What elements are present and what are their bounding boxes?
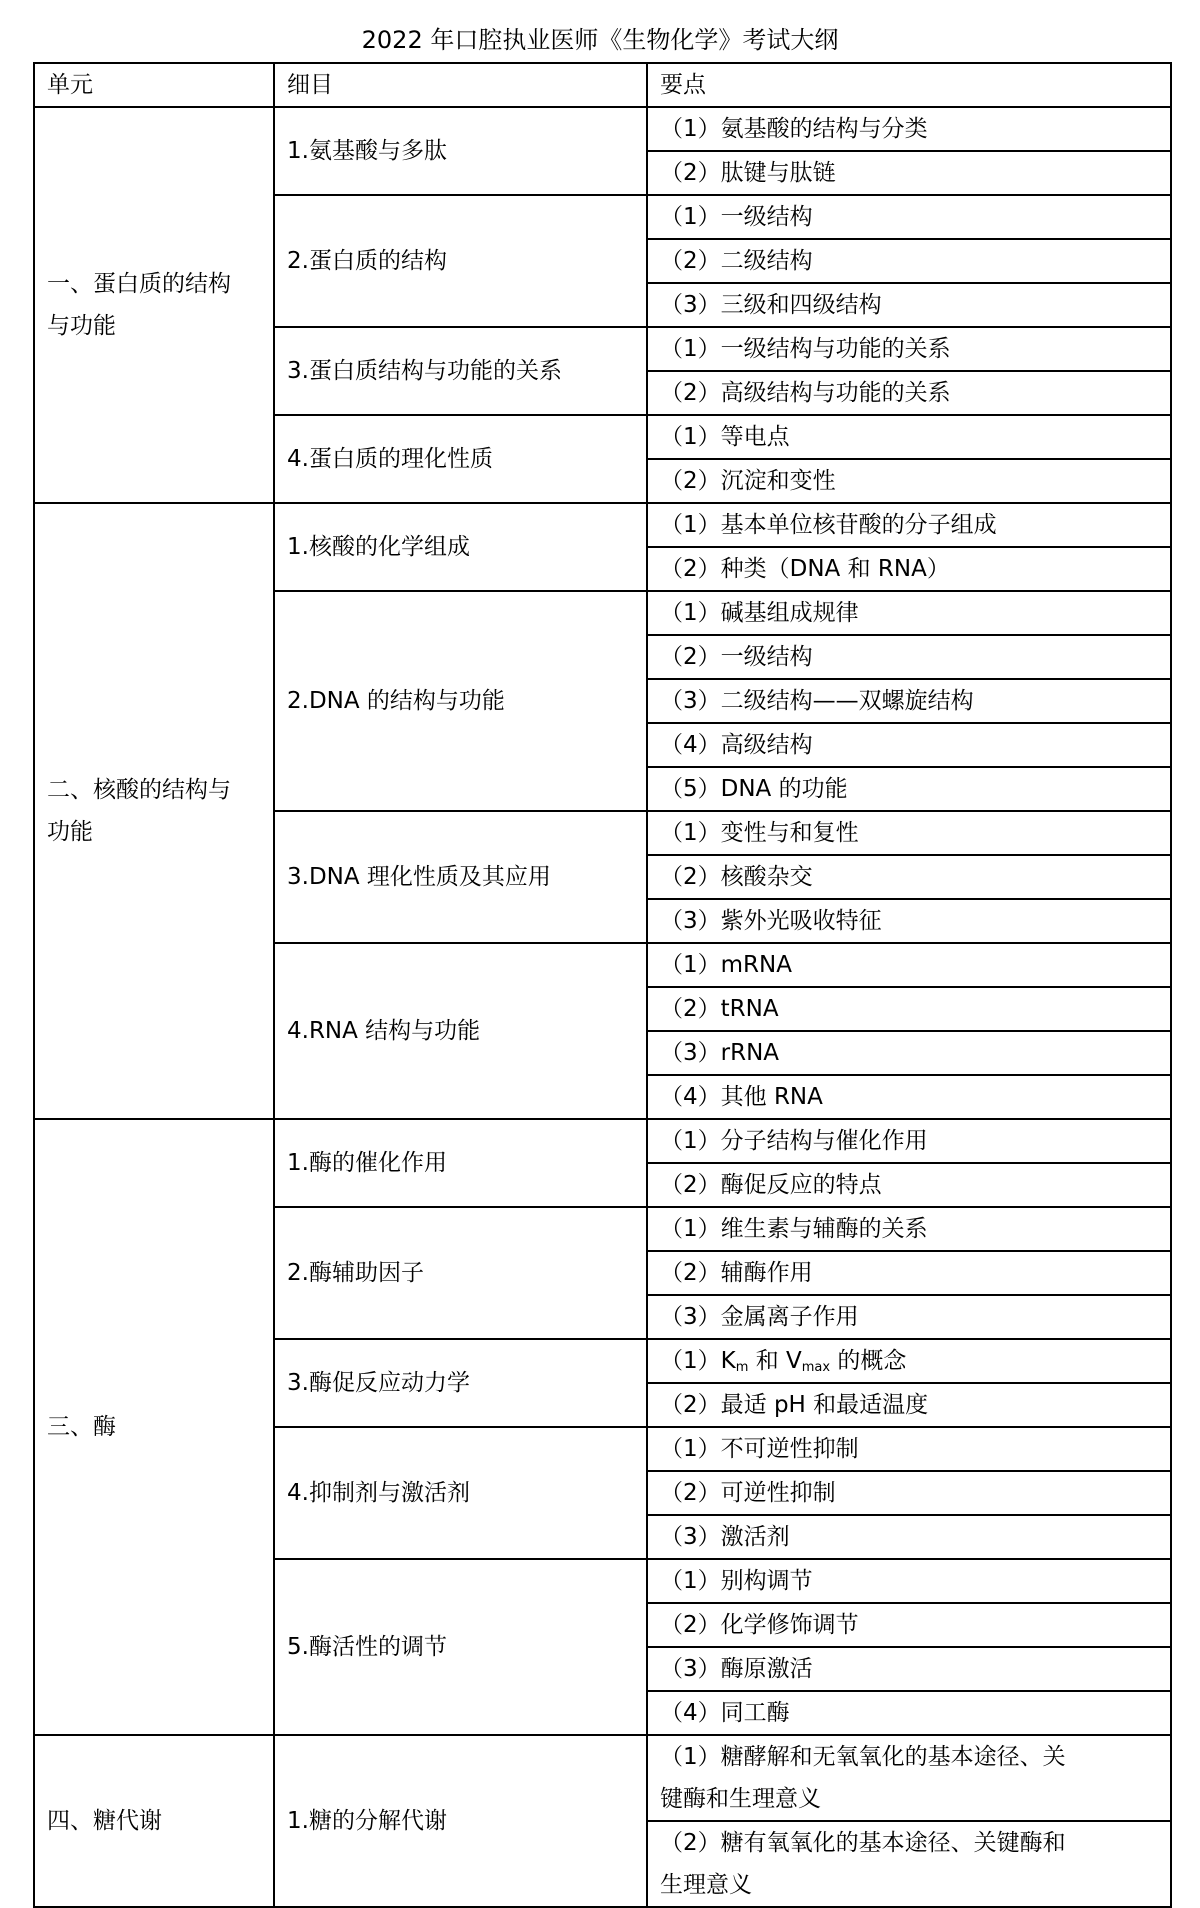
point-line: （2）糖有氧氧化的基本途径、关键酶和 <box>660 1830 1066 1856</box>
detail-cell: 3.DNA 理化性质及其应用 <box>274 811 647 943</box>
point-cell <box>647 1735 1171 1821</box>
syllabus-table <box>33 62 1172 1908</box>
point-cell: （2）核酸杂交 <box>647 855 1171 899</box>
point-cell: （3）rRNA <box>647 1031 1171 1075</box>
point-line: （1）糖酵解和无氧氧化的基本途径、关 <box>660 1744 1066 1770</box>
point-cell: （4）高级结构 <box>647 723 1171 767</box>
point-cell: （1）碱基组成规律 <box>647 591 1171 635</box>
unit-cell <box>34 1735 274 1907</box>
point-line: 键酶和生理意义 <box>660 1786 821 1812</box>
vmax-subscript: max <box>801 1360 831 1375</box>
point-cell <box>647 1821 1171 1907</box>
point-cell: （2）一级结构 <box>647 635 1171 679</box>
header-unit: 单元 <box>34 63 274 107</box>
point-cell: （5）DNA 的功能 <box>647 767 1171 811</box>
point-cell: （1）等电点 <box>647 415 1171 459</box>
detail-cell: 2.酶辅助因子 <box>274 1207 647 1339</box>
point-cell: （3）金属离子作用 <box>647 1295 1171 1339</box>
detail-cell: 5.酶活性的调节 <box>274 1559 647 1735</box>
point-cell: （2）最适 pH 和最适温度 <box>647 1383 1171 1427</box>
table-row <box>34 107 1171 151</box>
document-title: 2022 年口腔执业医师《生物化学》考试大纲 <box>361 26 839 54</box>
detail-cell: 1.核酸的化学组成 <box>274 503 647 591</box>
table-row <box>34 503 1171 547</box>
detail-cell: 3.蛋白质结构与功能的关系 <box>274 327 647 415</box>
point-cell: （1）氨基酸的结构与分类 <box>647 107 1171 151</box>
point-cell: （2）酶促反应的特点 <box>647 1163 1171 1207</box>
point-cell: （1）维生素与辅酶的关系 <box>647 1207 1171 1251</box>
point-cell: （1）基本单位核苷酸的分子组成 <box>647 503 1171 547</box>
point-cell: （2）辅酶作用 <box>647 1251 1171 1295</box>
header-detail: 细目 <box>274 63 647 107</box>
point-text: 和 <box>748 1348 787 1374</box>
point-cell: （3）激活剂 <box>647 1515 1171 1559</box>
point-cell: （2）可逆性抑制 <box>647 1471 1171 1515</box>
detail-cell: 1.氨基酸与多肽 <box>274 107 647 195</box>
unit-label: 与功能 <box>47 313 116 339</box>
table-header-row <box>34 63 1171 107</box>
point-cell: （4）其他 RNA <box>647 1075 1171 1119</box>
point-cell: （1）mRNA <box>647 943 1171 987</box>
point-cell: （3）三级和四级结构 <box>647 283 1171 327</box>
point-cell: （2）二级结构 <box>647 239 1171 283</box>
point-cell: （3）酶原激活 <box>647 1647 1171 1691</box>
unit-cell <box>34 1119 274 1735</box>
unit-label: 功能 <box>47 819 93 845</box>
km-symbol: K <box>720 1348 736 1374</box>
point-cell: （1）分子结构与催化作用 <box>647 1119 1171 1163</box>
point-cell: （4）同工酶 <box>647 1691 1171 1735</box>
point-line: 生理意义 <box>660 1872 752 1898</box>
detail-cell: 4.抑制剂与激活剂 <box>274 1427 647 1559</box>
point-cell: （1）别构调节 <box>647 1559 1171 1603</box>
vmax-symbol: V <box>786 1348 802 1374</box>
point-cell: （1）变性与和复性 <box>647 811 1171 855</box>
point-cell <box>647 1339 1171 1383</box>
detail-cell: 4.蛋白质的理化性质 <box>274 415 647 503</box>
detail-cell: 1.糖的分解代谢 <box>274 1735 647 1907</box>
point-cell: （2）tRNA <box>647 987 1171 1031</box>
detail-cell: 4.RNA 结构与功能 <box>274 943 647 1119</box>
point-cell: （1）不可逆性抑制 <box>647 1427 1171 1471</box>
point-cell: （1）一级结构与功能的关系 <box>647 327 1171 371</box>
header-points: 要点 <box>647 63 1171 107</box>
point-cell: （2）高级结构与功能的关系 <box>647 371 1171 415</box>
detail-cell: 1.酶的催化作用 <box>274 1119 647 1207</box>
unit-label: 一、蛋白质的结构 <box>47 271 231 297</box>
detail-cell: 2.DNA 的结构与功能 <box>274 591 647 811</box>
unit-label: 三、酶 <box>47 1414 116 1440</box>
unit-cell <box>34 107 274 503</box>
detail-cell: 3.酶促反应动力学 <box>274 1339 647 1427</box>
unit-label: 二、核酸的结构与 <box>47 777 231 803</box>
point-cell: （2）种类（DNA 和 RNA） <box>647 547 1171 591</box>
unit-cell <box>34 503 274 1119</box>
point-cell: （3）二级结构——双螺旋结构 <box>647 679 1171 723</box>
point-cell: （2）肽键与肽链 <box>647 151 1171 195</box>
point-text: 的概念 <box>830 1348 907 1374</box>
detail-cell: 2.蛋白质的结构 <box>274 195 647 327</box>
point-prefix: （1） <box>660 1348 721 1374</box>
km-subscript: m <box>735 1360 749 1375</box>
point-cell: （2）沉淀和变性 <box>647 459 1171 503</box>
point-cell: （3）紫外光吸收特征 <box>647 899 1171 943</box>
point-cell: （1）一级结构 <box>647 195 1171 239</box>
unit-label: 四、糖代谢 <box>47 1808 162 1834</box>
table-row <box>34 1119 1171 1163</box>
point-cell: （2）化学修饰调节 <box>647 1603 1171 1647</box>
